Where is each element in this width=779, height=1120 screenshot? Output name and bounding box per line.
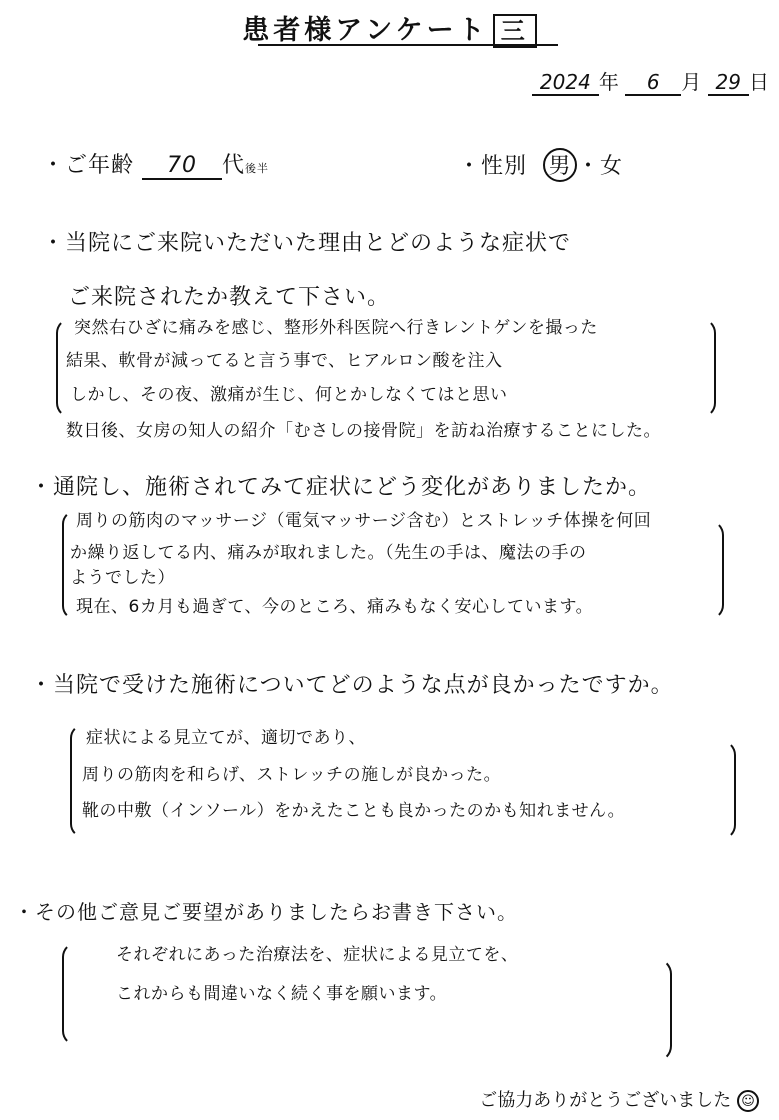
answer-4-bracket-left: [62, 942, 92, 1046]
title-underline: [258, 44, 558, 46]
age-row: [42, 148, 269, 180]
bullet: ・: [30, 475, 54, 500]
question-1-line-2: ご来院されたか教えて下さい。: [68, 285, 391, 310]
gender-row: [458, 148, 623, 182]
bullet: ・: [14, 900, 35, 924]
question-3: [30, 668, 674, 699]
answer-4-bracket-right: [640, 958, 672, 1062]
answer-4-line-1: それぞれにあった治療法を、症状による見立てを、: [116, 945, 519, 965]
date-month-unit: 月: [681, 70, 702, 94]
answer-1-line-2: 結果、軟骨が減ってると言う事で、ヒアルロン酸を注入: [66, 351, 503, 371]
question-2: [30, 470, 651, 501]
answer-3-line-2: 周りの筋肉を和らげ、ストレッチの施しが良かった。: [82, 765, 502, 785]
answer-3-line-3: 靴の中敷（インソール）をかえたことも良かったのかも知れません。: [82, 801, 626, 821]
gender-female: 女: [600, 154, 624, 179]
answer-3-bracket-right: [706, 740, 736, 840]
question-1: [42, 226, 571, 257]
gender-separator: ・: [577, 154, 601, 179]
age-unit: 代: [222, 153, 246, 178]
bullet: ・: [42, 153, 66, 178]
answer-1-bracket-right: [686, 318, 716, 418]
answer-1-line-4: 数日後、女房の知人の紹介「むさしの接骨院」を訪ね治療することにした。: [66, 421, 661, 441]
page-title: [0, 8, 779, 48]
answer-2-line-4: 現在、6カ月も過ぎて、今のところ、痛みもなく安心しています。: [76, 597, 594, 617]
age-value: 70: [142, 153, 222, 180]
bullet: ・: [42, 231, 66, 256]
date-day-unit: 日: [749, 70, 769, 94]
answer-2-line-2: か繰り返してる内、痛みが取れました。（先生の手は、魔法の手の: [70, 543, 587, 563]
survey-date: [532, 66, 769, 96]
gender-label: 性別: [481, 154, 528, 179]
bullet: ・: [458, 154, 482, 179]
smiley-face-icon: ☺: [737, 1090, 759, 1112]
question-3-line-1: 当院で受けた施術についてどのような点が良かったですか。: [53, 673, 674, 698]
answer-4-line-2: これからも間違いなく続く事を願います。: [116, 984, 448, 1004]
date-year-unit: 年: [598, 70, 619, 94]
thanks-note: [479, 1086, 759, 1112]
gender-male-circled: 男: [543, 148, 577, 182]
age-note: 後半: [245, 162, 270, 175]
answer-2-bracket-right: [694, 520, 724, 620]
title-number-box: 三: [493, 14, 537, 48]
answer-1-line-3: しかし、その夜、激痛が生じ、何とかしなくてはと思い: [70, 385, 508, 405]
answer-2-line-1: 周りの筋肉のマッサージ（電気マッサージ含む）とストレッチ体操を何回: [76, 511, 652, 531]
date-day: 29: [708, 70, 749, 96]
question-4-line-1: その他ご意見ご要望がありましたらお書き下さい。: [35, 900, 518, 924]
age-label: ご年齢: [65, 153, 135, 178]
date-month: 6: [625, 70, 681, 96]
answer-3-line-1: 症状による見立てが、適切であり、: [86, 728, 366, 748]
answer-1-line-1: 突然右ひざに痛みを感じ、整形外科医院へ行きレントゲンを撮った: [74, 318, 598, 338]
question-2-line-1: 通院し、施術されてみて症状にどう変化がありましたか。: [53, 475, 652, 500]
question-4: [14, 896, 518, 925]
question-1-line-1: 当院にご来院いただいた理由とどのような症状で: [65, 231, 572, 256]
answer-2-line-3: ようでした）: [70, 568, 175, 588]
bullet: ・: [30, 673, 54, 698]
date-year: 2024: [532, 70, 599, 96]
thanks-text: ご協力ありがとうございました: [479, 1090, 732, 1111]
title-text: 患者様アンケート: [242, 15, 489, 46]
